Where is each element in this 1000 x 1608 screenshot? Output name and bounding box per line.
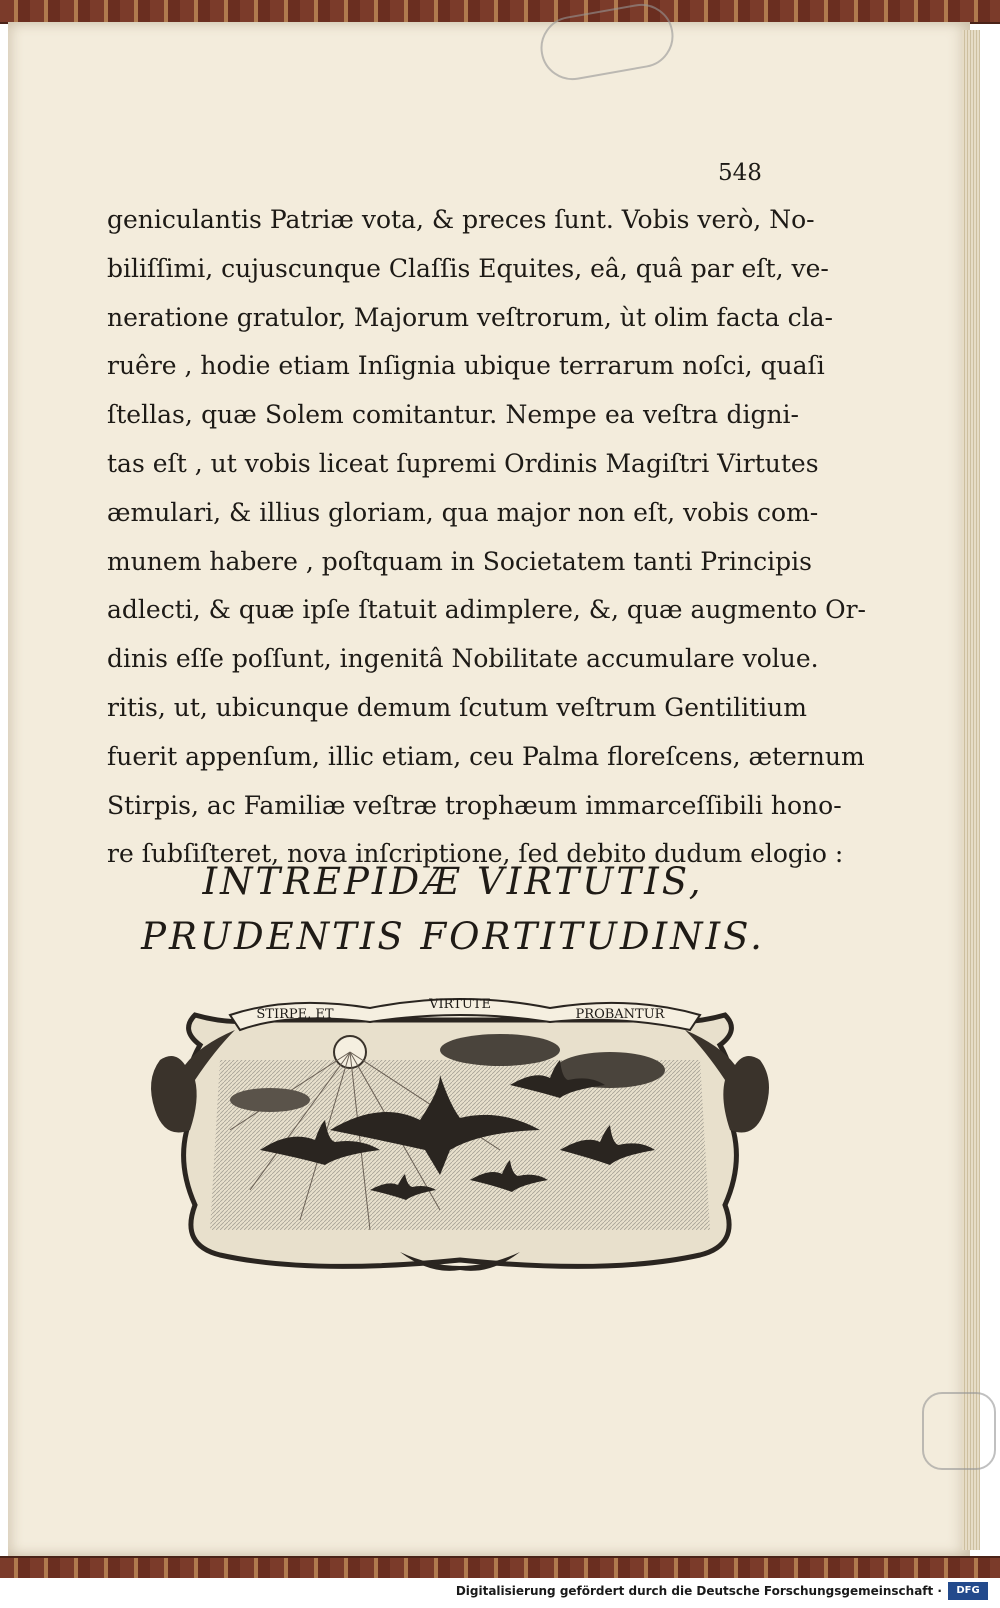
text-line: fuerit appenſum, illic etiam, ceu Palma floreſcens, æternum xyxy=(107,741,865,771)
footer-bar xyxy=(0,1578,1000,1608)
text-line: æmulari, & illius gloriam, qua major non eſt, vobis com- xyxy=(107,497,819,527)
banner-text-left: STIRPE, ET xyxy=(256,1007,334,1022)
banner-text-center: VIRTUTE xyxy=(429,997,491,1012)
text-line: re ſubſiſteret, nova inſcriptione, ſed debito dudum elogio : xyxy=(107,839,844,869)
clip-outline-right xyxy=(922,1392,996,1470)
text-line: ruêre , hodie etiam Inſignia ubique terrarum noſci, quaſi xyxy=(107,351,825,381)
text-line: adlecti, & quæ ipſe ſtatuit adimplere, &, quæ augmento Or- xyxy=(107,595,867,625)
text-line: biliſſimi, cujuscunque Claſſis Equites, eâ, quâ par eſt, ve- xyxy=(107,253,829,283)
text-line: geniculantis Patriæ vota, & preces ſunt. Vobis verò, No- xyxy=(107,205,815,234)
motto-line-2: PRUDENTIS FORTITUDINIS. xyxy=(141,915,765,958)
binding-bottom xyxy=(0,1556,1000,1580)
text-line: munem habere , poſtquam in Societatem tanti Principis xyxy=(107,546,812,576)
text-line: dinis eſſe poſſunt, ingenitâ Nobilitate accumulare volue. xyxy=(107,644,819,674)
dfg-logo: DFG xyxy=(948,1582,988,1600)
motto-line-1: INTREPIDÆ VIRTUTIS, xyxy=(202,860,704,903)
page-edges xyxy=(962,30,980,1550)
footer-credit: Digitalisierung gefördert durch die Deutsche Forschungsgemeinschaft · xyxy=(455,1584,942,1598)
text-line: neratione gratulor, Majorum veſtrorum, ùt olim facta cla- xyxy=(107,302,833,332)
text-line: ſtellas, quæ Solem comitantur. Nempe ea veſtra digni- xyxy=(107,400,799,430)
text-line: Stirpis, ac Familiæ veſtræ trophæum immarceſſibili hono- xyxy=(107,790,842,820)
binding-top xyxy=(0,0,1000,24)
page-number: 548 xyxy=(718,160,762,186)
body-text xyxy=(107,196,867,879)
text-line: ritis, ut, ubicunque demum ſcutum veſtrum Gentilitium xyxy=(107,692,807,722)
banner-text-right: PROBANTUR xyxy=(575,1007,665,1022)
text-line: tas eſt , ut vobis liceat ſupremi Ordinis Magiſtri Virtutes xyxy=(107,448,819,478)
eagles-emblem xyxy=(140,990,780,1290)
